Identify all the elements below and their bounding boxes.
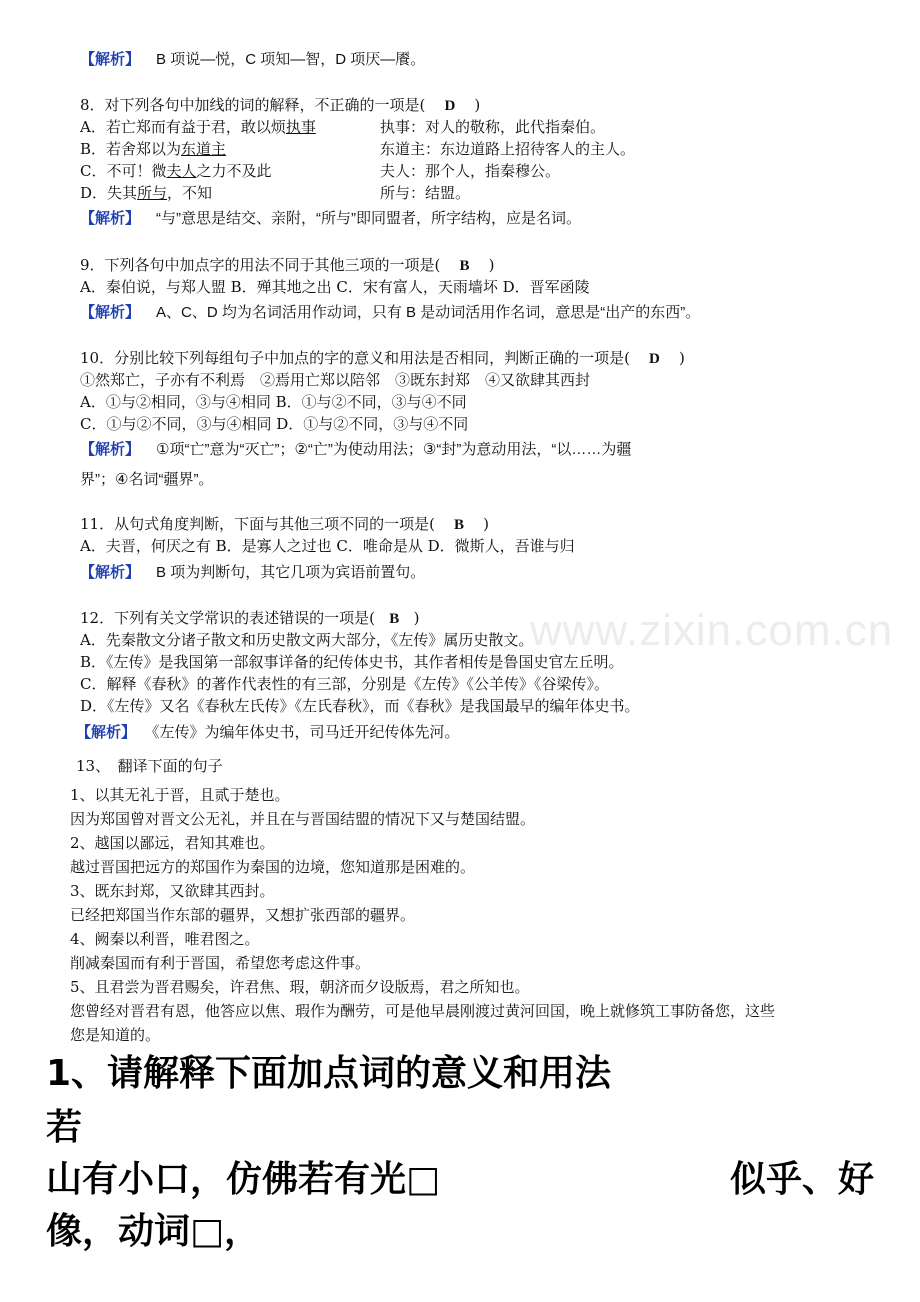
option-text-tail: 之力不及此 bbox=[196, 162, 272, 180]
answer-letter: B bbox=[459, 258, 470, 274]
question-8-stem bbox=[80, 95, 480, 116]
q8-option-a-explanation: 执事：对人的敬称，此代指秦伯。 bbox=[380, 118, 606, 136]
underlined-word: 所与 bbox=[137, 184, 168, 202]
heading-explain: 1、请解释下面加点词的意义和用法 bbox=[46, 1053, 612, 1094]
answer-letter: B bbox=[454, 517, 465, 533]
q10-items: ①然郑亡，子亦有不利焉 ②焉用亡郑以陪邻 ③既东封郑 ④又欲肆其西封 bbox=[80, 371, 591, 389]
q8-option-b-explanation: 东道主：东边道路上招待客人的主人。 bbox=[380, 140, 636, 158]
analysis-text: B 项说—悦，C 项知—智，D 项厌—餍。 bbox=[156, 51, 426, 68]
stem-close: ) bbox=[413, 609, 420, 627]
q9-analysis bbox=[80, 303, 700, 323]
translation-line: 1、以其无礼于晋，且贰于楚也。 bbox=[70, 786, 290, 804]
analysis-tag: 【解析】 bbox=[80, 441, 141, 458]
q8-option-c-explanation: 夫人：那个人，指秦穆公。 bbox=[380, 162, 561, 180]
stem-close: ) bbox=[474, 96, 481, 114]
analysis-top bbox=[80, 50, 425, 70]
translation-line: 5、且君尝为晋君赐矣，许君焦、瑕，朝济而夕设版焉，君之所知也。 bbox=[70, 978, 530, 996]
q8-option-a bbox=[80, 117, 316, 137]
example-sentence: 山有小口，仿佛若有光□ bbox=[46, 1159, 441, 1200]
analysis-tag: 【解析】 bbox=[80, 51, 141, 68]
question-11-stem bbox=[80, 514, 489, 535]
stem-close: ) bbox=[483, 515, 489, 533]
translation-line: 越过晋国把远方的郑国作为秦国的边境，您知道那是困难的。 bbox=[70, 858, 476, 876]
translation-line: 您是知道的。 bbox=[70, 1026, 161, 1044]
analysis-text: B 项为判断句，其它几项为宾语前置句。 bbox=[156, 564, 426, 581]
example-meaning: 似乎、好 bbox=[730, 1159, 875, 1200]
analysis-tag: 【解析】 bbox=[80, 564, 141, 581]
q8-option-d-explanation: 所与：结盟。 bbox=[380, 184, 471, 202]
stem-text: 12．下列有关文学常识的表述错误的一项是( bbox=[80, 609, 375, 627]
q12-analysis bbox=[76, 723, 460, 743]
stem-text: 10．分别比较下列每组句子中加点的字的意义和用法是否相同，判断正确的一项是( bbox=[80, 349, 630, 367]
q10-analysis-cont: 界”；④名词“疆界”。 bbox=[80, 471, 214, 488]
q12-option-d: D．《左传》又名《春秋左氏传》《左氏春秋》，而《春秋》是我国最早的编年体史书。 bbox=[80, 697, 640, 715]
translation-line: 您曾经对晋君有恩，他答应以焦、瑕作为酬劳，可是他早晨刚渡过黄河回国，晚上就修筑工事防备您，这些 bbox=[70, 1002, 776, 1020]
heading-word: 若 bbox=[46, 1107, 83, 1148]
option-text-tail: ，不知 bbox=[167, 184, 213, 202]
answer-letter: D bbox=[649, 351, 660, 367]
analysis-text: “与”意思是结交、亲附，“所与”即同盟者，所字结构，应是名词。 bbox=[156, 210, 581, 227]
q8-option-d bbox=[80, 183, 212, 203]
analysis-text: 《左传》为编年体史书，司马迁开纪传体先河。 bbox=[152, 724, 460, 741]
translation-line: 已经把郑国当作东部的疆界，又想扩张西部的疆界。 bbox=[70, 906, 416, 924]
q10-analysis bbox=[80, 440, 631, 460]
q8-option-c bbox=[80, 161, 272, 181]
q9-options: A．秦伯说，与郑人盟 B．殚其地之出 C．宋有富人，天雨墙坏 D．晋军函陵 bbox=[80, 278, 590, 296]
q11-analysis bbox=[80, 563, 425, 583]
underlined-word: 执事 bbox=[285, 118, 316, 136]
translation-line: 削减秦国而有利于晋国，希望您考虑这件事。 bbox=[70, 954, 371, 972]
question-9-stem bbox=[80, 255, 494, 276]
option-text: B．若舍郑以为 bbox=[80, 140, 182, 158]
analysis-text: A、C、D 均为名词活用作动词，只有 B 是动词活用作名词，意思是“出产的东西”。 bbox=[156, 304, 701, 321]
analysis-tag: 【解析】 bbox=[76, 724, 137, 741]
answer-letter: D bbox=[444, 98, 456, 114]
watermark: www.zixin.com.cn bbox=[530, 606, 894, 655]
option-text: C．不可！微 bbox=[80, 162, 167, 180]
q8-analysis bbox=[80, 209, 581, 229]
answer-letter: B bbox=[389, 611, 400, 627]
translation-line: 3、既东封郑，又欲肆其西封。 bbox=[70, 882, 275, 900]
stem-text: 11．从句式角度判断，下面与其他三项不同的一项是( bbox=[80, 515, 435, 533]
q12-option-c: C．解释《春秋》的著作代表性的有三部，分别是《左传》《公羊传》《谷梁传》。 bbox=[80, 675, 609, 693]
underlined-word: 夫人 bbox=[166, 162, 197, 180]
option-text: A．若亡郑而有益于君，敢以烦 bbox=[80, 118, 286, 136]
question-12-stem bbox=[80, 608, 419, 629]
q8-option-b bbox=[80, 139, 226, 159]
translation-line: 4、阙秦以利晋，唯君图之。 bbox=[70, 930, 260, 948]
analysis-tag: 【解析】 bbox=[80, 210, 141, 227]
question-13-title: 13、 翻译下面的句子 bbox=[76, 757, 223, 775]
translation-line: 2、越国以鄙远，君知其难也。 bbox=[70, 834, 275, 852]
example-meaning-cont: 像，动词□， bbox=[46, 1211, 261, 1252]
q10-options-cd: C．①与②不同，③与④相同 D．①与②不同，③与④不同 bbox=[80, 415, 469, 433]
underlined-word: 东道主 bbox=[181, 140, 227, 158]
stem-text: 9．下列各句中加点字的用法不同于其他三项的一项是( bbox=[80, 256, 441, 274]
q12-option-b: B．《左传》是我国第一部叙事详备的纪传体史书，其作者相传是鲁国史官左丘明。 bbox=[80, 653, 624, 671]
stem-text: 8．对下列各句中加线的词的解释，不正确的一项是( bbox=[80, 96, 426, 114]
analysis-text: ①项“亡”意为“灭亡”；②“亡”为使动用法；③“封”为意动用法，“以……为疆 bbox=[156, 441, 632, 458]
stem-close: ) bbox=[678, 349, 685, 367]
question-10-stem bbox=[80, 348, 685, 369]
q11-options: A．夫晋，何厌之有 B．是寡人之过也 C．唯命是从 D．微斯人，吾谁与归 bbox=[80, 537, 575, 555]
option-text: D．失其 bbox=[80, 184, 138, 202]
translation-line: 因为郑国曾对晋文公无礼，并且在与晋国结盟的情况下又与楚国结盟。 bbox=[70, 810, 536, 828]
stem-close: ) bbox=[488, 256, 495, 274]
q10-options-ab: A．①与②相同，③与④相同 B．①与②不同，③与④不同 bbox=[80, 393, 467, 411]
q12-option-a: A．先秦散文分诸子散文和历史散文两大部分，《左传》属历史散文。 bbox=[80, 631, 534, 649]
analysis-tag: 【解析】 bbox=[80, 304, 141, 321]
